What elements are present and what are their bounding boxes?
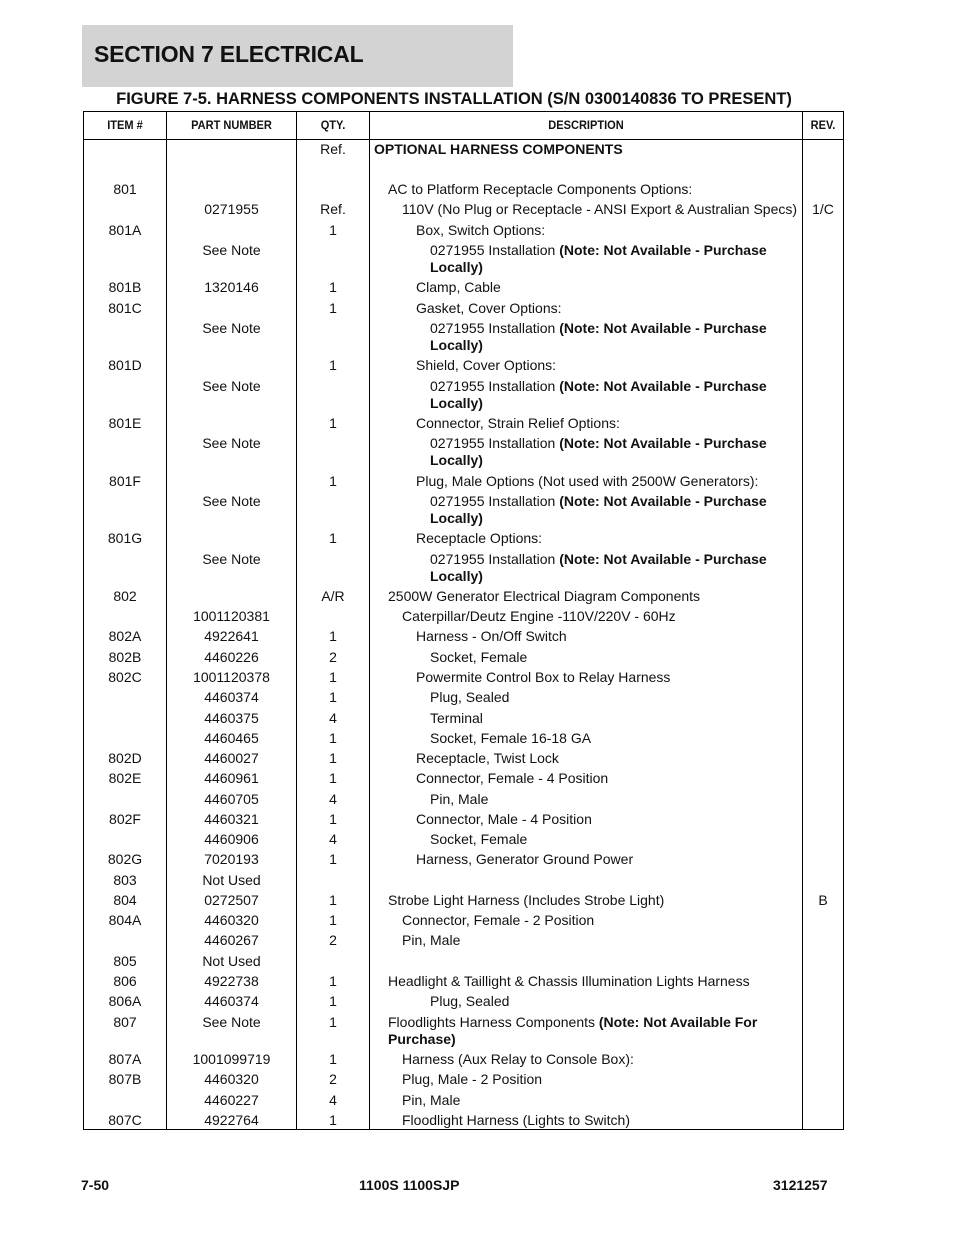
description-text: Harness, Generator Ground Power <box>416 851 634 867</box>
description-text: Shield, Cover Options: <box>416 357 557 373</box>
description-text: Socket, Female 16-18 GA <box>430 730 592 746</box>
qty-cell: 1 <box>329 750 337 766</box>
doc-number: 3121257 <box>773 1177 828 1193</box>
part-number-cell: See Note <box>202 378 261 394</box>
qty-cell: 1 <box>329 973 337 989</box>
description-text: Gasket, Cover Options: <box>416 300 562 316</box>
item-cell: 807A <box>108 1051 142 1067</box>
part-number-cell: 4460320 <box>204 1071 259 1087</box>
section-title: SECTION 7 ELECTRICAL <box>94 41 364 67</box>
part-number-cell: 4460374 <box>204 689 259 705</box>
description-cell <box>388 588 800 605</box>
part-number-cell: See Note <box>202 435 261 451</box>
description-cell <box>416 279 800 296</box>
description-cell <box>430 791 800 808</box>
description-text: 0271955 Installation <box>430 551 560 567</box>
description-text: Plug, Male Options (Not used with 2500W Generators): <box>416 473 759 489</box>
description-cell <box>416 811 800 828</box>
header-qty: QTY. <box>320 118 346 132</box>
part-number-cell: Not Used <box>202 872 261 888</box>
description-text: 0271955 Installation <box>430 320 560 336</box>
item-cell: 802C <box>108 669 142 685</box>
description-text: AC to Platform Receptacle Components Options: <box>388 181 693 197</box>
description-text: 0271955 Installation <box>430 242 560 258</box>
part-number-cell: 4460227 <box>204 1092 259 1108</box>
header-part-number: PART NUMBER <box>191 118 272 132</box>
part-number-cell: 0272507 <box>204 892 259 908</box>
column-divider <box>802 112 803 1129</box>
description-text: Plug, Male - 2 Position <box>402 1071 543 1087</box>
description-note: (Note: Not Available - Purchase Locally) <box>430 378 767 411</box>
item-cell: 806 <box>113 973 137 989</box>
page-number: 7-50 <box>81 1177 110 1193</box>
description-cell <box>416 770 800 787</box>
qty-cell: 1 <box>329 222 337 238</box>
part-number-cell: 4460375 <box>204 710 259 726</box>
description-note: (Note: Not Available - Purchase Locally) <box>430 551 767 584</box>
description-text: Strobe Light Harness (Includes Strobe Light) <box>388 892 665 908</box>
qty-cell: 4 <box>329 791 337 807</box>
item-cell: 804 <box>113 892 137 908</box>
qty-cell: A/R <box>321 588 345 604</box>
qty-cell: 1 <box>329 851 337 867</box>
description-note: (Note: Not Available - Purchase Locally) <box>430 320 767 353</box>
figure-title: FIGURE 7-5. HARNESS COMPONENTS INSTALLATION (S/N 0300140836 TO PRESENT) <box>116 90 792 108</box>
description-text: Pin, Male <box>402 1092 461 1108</box>
description-text: Receptacle Options: <box>416 530 543 546</box>
description-cell <box>416 300 800 317</box>
description-cell <box>430 649 800 666</box>
part-number-cell: See Note <box>202 242 261 258</box>
description-text: Caterpillar/Deutz Engine -110V/220V - 60Hz <box>402 608 676 624</box>
description-cell <box>416 851 800 868</box>
item-cell: 804A <box>108 912 142 928</box>
qty-cell: 1 <box>329 473 337 489</box>
part-number-cell: See Note <box>202 551 261 567</box>
item-cell: 802D <box>108 750 142 766</box>
item-cell: 807C <box>108 1112 142 1128</box>
description-cell <box>402 1071 800 1088</box>
qty-cell: 2 <box>329 932 337 948</box>
item-cell: 803 <box>113 872 137 888</box>
item-cell: 801F <box>109 473 141 489</box>
qty-cell: 1 <box>329 892 337 908</box>
item-cell: 802G <box>107 851 143 867</box>
description-cell <box>388 973 800 990</box>
qty-cell: 1 <box>329 357 337 373</box>
description-cell <box>388 892 800 909</box>
qty-cell: 1 <box>329 1051 337 1067</box>
description-text: 0271955 Installation <box>430 493 560 509</box>
description-text: Plug, Sealed <box>430 689 510 705</box>
description-cell <box>416 628 800 645</box>
item-cell: 802F <box>109 811 141 827</box>
part-number-cell: 4460705 <box>204 791 259 807</box>
header-rev: REV. <box>810 118 836 132</box>
description-text: Pin, Male <box>430 791 489 807</box>
description-cell <box>416 750 800 767</box>
header-description: DESCRIPTION <box>548 118 624 132</box>
description-cell <box>416 415 800 432</box>
item-cell: 802E <box>108 770 142 786</box>
rev-cell: 1/C <box>812 201 834 217</box>
qty-cell: 1 <box>329 689 337 705</box>
description-note: (Note: Not Available For Purchase) <box>388 1014 758 1047</box>
description-cell <box>402 201 800 218</box>
description-cell <box>416 669 800 686</box>
description-text: Powermite Control Box to Relay Harness <box>416 669 671 685</box>
item-cell: 805 <box>113 953 137 969</box>
part-number-cell: 4922738 <box>204 973 259 989</box>
part-number-cell: 1320146 <box>204 279 259 295</box>
description-text: Headlight & Taillight & Chassis Illumination Lights Harness <box>388 973 750 989</box>
qty-cell: Ref. <box>320 201 346 217</box>
part-number-cell: 1001120378 <box>193 669 270 685</box>
section-banner <box>82 25 513 87</box>
description-text: Box, Switch Options: <box>416 222 546 238</box>
description-cell <box>430 493 800 527</box>
description-text: Connector, Male - 4 Position <box>416 811 592 827</box>
description-cell <box>388 1014 800 1048</box>
part-number-cell: 4460320 <box>204 912 259 928</box>
qty-cell: 1 <box>329 770 337 786</box>
description-cell <box>430 435 800 469</box>
description-cell <box>430 242 800 276</box>
qty-cell: 1 <box>329 628 337 644</box>
part-number-cell: 4922641 <box>204 628 259 644</box>
description-cell <box>416 357 800 374</box>
description-text: Socket, Female <box>430 831 528 847</box>
description-cell <box>430 730 800 747</box>
part-number-cell: 4460226 <box>204 649 259 665</box>
model-name: 1100S 1100SJP <box>359 1177 460 1193</box>
part-number-cell: 7020193 <box>204 851 259 867</box>
qty-cell: 4 <box>329 831 337 847</box>
description-text: Connector, Female - 4 Position <box>416 770 609 786</box>
description-text: Connector, Strain Relief Options: <box>416 415 620 431</box>
description-text: 110V (No Plug or Receptacle - ANSI Export & Australian Specs) <box>402 201 798 217</box>
qty-cell: 1 <box>329 1014 337 1030</box>
rev-cell: B <box>818 892 828 908</box>
description-cell <box>430 993 800 1010</box>
part-number-cell: 4460465 <box>204 730 259 746</box>
item-cell: 802 <box>113 588 137 604</box>
item-cell: 801 <box>113 181 137 197</box>
description-cell <box>416 222 800 239</box>
item-cell: 801G <box>107 530 143 546</box>
item-cell: 806A <box>108 993 142 1009</box>
qty-cell: 1 <box>329 300 337 316</box>
qty-cell: Ref. <box>320 141 346 157</box>
item-cell: 802B <box>108 649 142 665</box>
qty-cell: 1 <box>329 993 337 1009</box>
description-cell <box>374 141 800 158</box>
qty-cell: 1 <box>329 811 337 827</box>
item-cell: 807B <box>108 1071 142 1087</box>
description-cell <box>416 473 800 490</box>
qty-cell: 1 <box>329 912 337 928</box>
description-text: Floodlights Harness Components <box>388 1014 599 1030</box>
description-note: (Note: Not Available - Purchase Locally) <box>430 242 767 275</box>
description-cell <box>430 378 800 412</box>
description-cell <box>402 912 800 929</box>
column-divider <box>369 112 370 1129</box>
description-text: 2500W Generator Electrical Diagram Components <box>388 588 701 604</box>
part-number-cell: 4460027 <box>204 750 259 766</box>
part-number-cell: See Note <box>202 493 261 509</box>
description-text: OPTIONAL HARNESS COMPONENTS <box>374 141 623 157</box>
description-cell <box>430 831 800 848</box>
qty-cell: 1 <box>329 730 337 746</box>
part-number-cell: See Note <box>202 320 261 336</box>
item-cell: 801E <box>108 415 142 431</box>
qty-cell: 1 <box>329 1112 337 1128</box>
item-cell: 801B <box>108 279 142 295</box>
qty-cell: 1 <box>329 530 337 546</box>
item-cell: 801C <box>108 300 142 316</box>
part-number-cell: 1001120381 <box>193 608 270 624</box>
description-text: Harness - On/Off Switch <box>416 628 567 644</box>
part-number-cell: 4922764 <box>204 1112 259 1128</box>
description-cell <box>402 1112 800 1129</box>
item-cell: 802A <box>108 628 142 644</box>
description-text: Receptacle, Twist Lock <box>416 750 559 766</box>
description-text: Socket, Female <box>430 649 528 665</box>
item-cell: 801D <box>108 357 142 373</box>
part-number-cell: 4460906 <box>204 831 259 847</box>
part-number-cell: 4460374 <box>204 993 259 1009</box>
part-number-cell: See Note <box>202 1014 261 1030</box>
item-cell: 801A <box>108 222 142 238</box>
part-number-cell: Not Used <box>202 953 261 969</box>
item-cell: 807 <box>113 1014 137 1030</box>
part-number-cell: 1001099719 <box>192 1051 271 1067</box>
description-cell <box>402 1092 800 1109</box>
description-cell <box>402 608 800 625</box>
description-cell <box>430 551 800 585</box>
qty-cell: 1 <box>329 279 337 295</box>
description-cell <box>402 932 800 949</box>
description-cell <box>430 320 800 354</box>
description-text: Clamp, Cable <box>416 279 501 295</box>
description-cell <box>430 710 800 727</box>
qty-cell: 1 <box>329 669 337 685</box>
part-number-cell: 4460267 <box>204 932 259 948</box>
description-cell <box>416 530 800 547</box>
description-text: 0271955 Installation <box>430 435 560 451</box>
part-number-cell: 4460961 <box>204 770 259 786</box>
description-cell <box>388 181 800 198</box>
description-note: (Note: Not Available - Purchase Locally) <box>430 435 767 468</box>
part-number-cell: 4460321 <box>204 811 259 827</box>
description-text: Harness (Aux Relay to Console Box): <box>402 1051 634 1067</box>
qty-cell: 4 <box>329 710 337 726</box>
description-note: (Note: Not Available - Purchase Locally) <box>430 493 767 526</box>
description-text: Terminal <box>430 710 483 726</box>
description-text: Plug, Sealed <box>430 993 510 1009</box>
description-text: 0271955 Installation <box>430 378 560 394</box>
header-divider <box>84 139 843 140</box>
description-text: Floodlight Harness (Lights to Switch) <box>402 1112 630 1128</box>
description-cell <box>402 1051 800 1068</box>
qty-cell: 1 <box>329 415 337 431</box>
qty-cell: 4 <box>329 1092 337 1108</box>
description-text: Pin, Male <box>402 932 461 948</box>
description-text: Connector, Female - 2 Position <box>402 912 595 928</box>
parts-table <box>83 111 844 1130</box>
part-number-cell: 0271955 <box>204 201 259 217</box>
header-item: ITEM # <box>107 118 143 132</box>
qty-cell: 2 <box>329 1071 337 1087</box>
qty-cell: 2 <box>329 649 337 665</box>
description-cell <box>430 689 800 706</box>
